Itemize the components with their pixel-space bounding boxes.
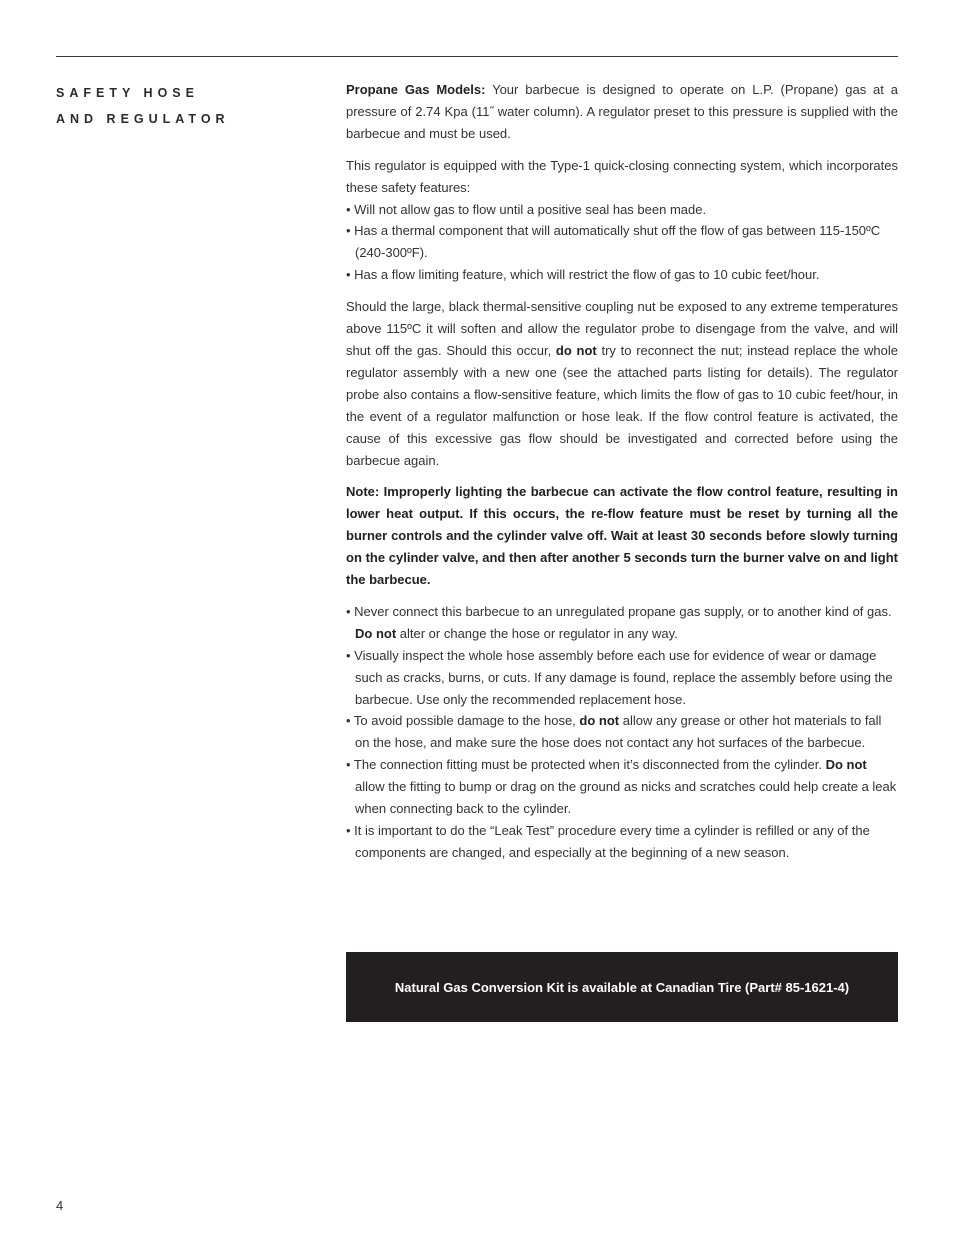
- intro-paragraph: [346, 79, 898, 145]
- warning-1-text-end: alter or change the hose or regulator in any way.: [396, 625, 678, 641]
- warning-1-text: • Never connect this barbecue to an unregulated propane gas supply, or to another kind of gas.: [346, 603, 892, 619]
- note-paragraph: Note: Improperly lighting the barbecue can activate the flow control feature, resulting in lower heat output. If this occurs, the re-flow feature must be reset by turning all the burner controls and the cylinder valve off. Wait at least 30 seconds before slowly turning on the cylinder valve, and then after another 5 seconds turn the burner valve on and light the barbecue.: [346, 484, 898, 588]
- list-item: • Visually inspect the whole hose assembly before each use for evidence of wear or damage such as cracks, burns, or cuts. If any damage is found, replace the assembly before using the barbecue. Use only the recommended replacement hose.: [346, 647, 893, 707]
- list-item: [346, 710, 898, 754]
- regulator-paragraph: This regulator is equipped with the Type-1 quick-closing connecting system, which incorporates these safety features:: [346, 157, 898, 195]
- list-item: [346, 754, 898, 820]
- warning-4-emphasis: Do not: [825, 757, 867, 773]
- warning-4-text: • The connection fitting must be protected when it’s disconnected from the cylinder.: [346, 757, 826, 773]
- warning-3-text: • To avoid possible damage to the hose,: [346, 713, 580, 729]
- list-item: • It is important to do the “Leak Test” procedure every time a cylinder is refilled or any of the components are changed, and especially at the beginning of a new season.: [346, 823, 870, 860]
- main-content: [346, 79, 898, 874]
- top-rule: [56, 56, 898, 57]
- list-item: [346, 601, 898, 645]
- banner-text: Natural Gas Conversion Kit is available at Canadian Tire (Part# 85-1621-4): [394, 979, 850, 995]
- intro-lead: Propane Gas Models:: [346, 82, 486, 97]
- list-item: • Has a thermal component that will automatically shut off the flow of gas between 115-150ºC (240-300ºF).: [346, 223, 881, 261]
- section-heading: [56, 80, 316, 132]
- page-number: 4: [56, 1198, 64, 1213]
- list-item: • Has a flow limiting feature, which will restrict the flow of gas to 10 cubic feet/hour.: [346, 267, 820, 283]
- coupling-emphasis: do not: [555, 342, 597, 358]
- conversion-kit-banner: [346, 952, 898, 1022]
- warning-list: [346, 601, 898, 864]
- coupling-paragraph: [346, 296, 898, 471]
- coupling-text-1: Should the large, black thermal-sensitive coupling nut be exposed to any extreme temperatures above 115ºC it will soften and allow the regulator probe to disengage from the valve, and will shut off the gas. Should this occur,: [346, 299, 898, 358]
- section-heading-line-2: AND REGULATOR: [56, 112, 230, 126]
- warning-3-text-end: allow any grease or other hot materials to fall on the hose, and make sure the hose does not contact any hot surfaces of the barbecue.: [355, 713, 882, 751]
- warning-1-emphasis: Do not: [355, 625, 397, 641]
- coupling-text-2: try to reconnect the nut; instead replace the whole regulator assembly with a new one (see the attached parts listing for details). The regulator probe also contains a flow-sensitive feature, which limits the flow of gas to 10 cubic feet/hour, in the event of a regulator malfunction or hose leak. If the flow control feature is activated, the cause of this excessive gas flow should be investigated and corrected before using the barbecue again.: [346, 342, 899, 468]
- warning-4-text-end: allow the fitting to bump or drag on the ground as nicks and scratches could help create a leak when connecting back to the cylinder.: [355, 779, 897, 817]
- list-item: • Will not allow gas to flow until a positive seal has been made.: [346, 201, 707, 217]
- feature-list: [346, 199, 898, 287]
- section-heading-line-1: SAFETY HOSE: [56, 86, 199, 100]
- warning-3-emphasis: do not: [579, 713, 620, 729]
- intro-text: Your barbecue is designed to operate on L.P. (Propane) gas at a pressure of 2.74 Kpa (11˝ water column). A regulator preset to this pressure is supplied with the barbecue and must be used.: [346, 82, 899, 141]
